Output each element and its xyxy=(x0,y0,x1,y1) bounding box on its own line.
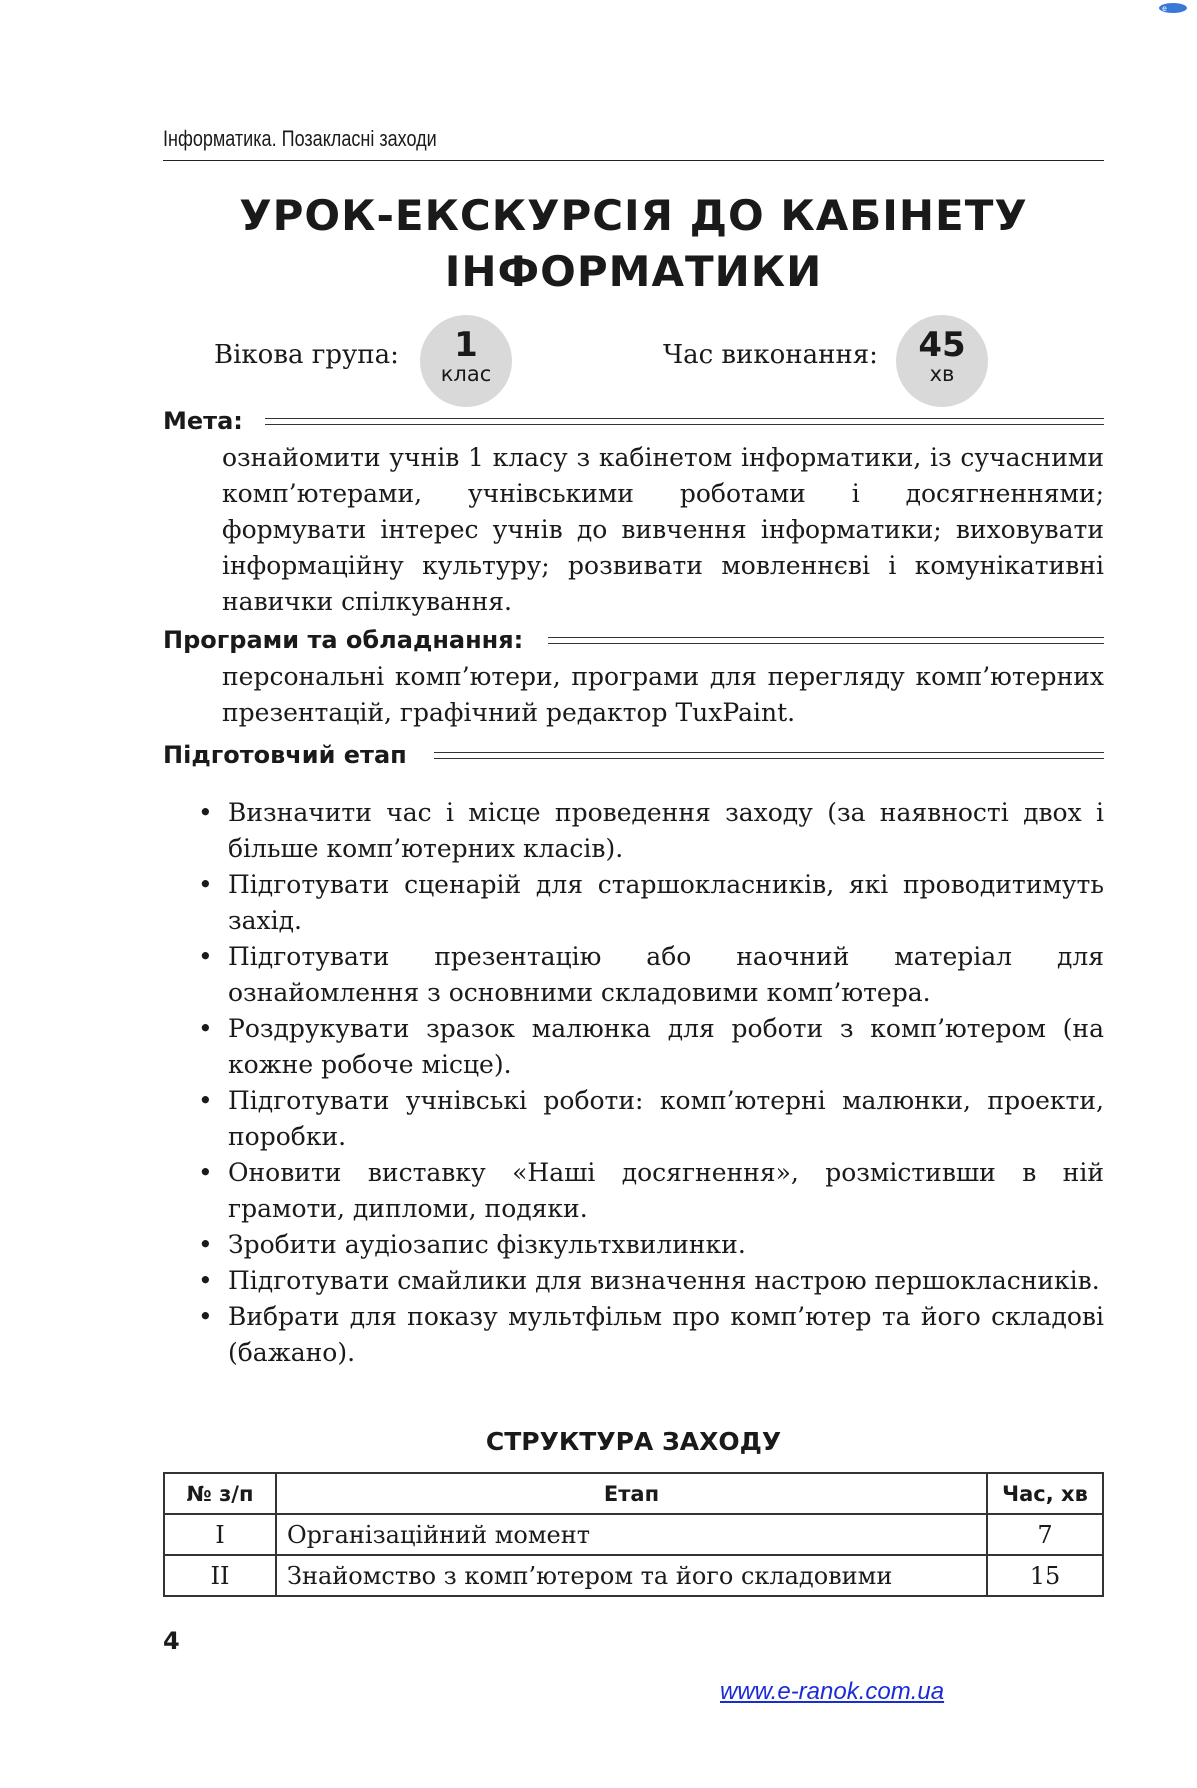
row-time: 15 xyxy=(987,1555,1103,1596)
row-time: 7 xyxy=(987,1514,1103,1555)
equipment-heading: Програми та обладнання: xyxy=(163,626,524,654)
list-item: • Підготувати презентацію або наочний матеріал для ознайомлення з основними складовими комп’ютера. xyxy=(198,939,1104,1011)
structure-table xyxy=(163,1472,1104,1597)
table-row xyxy=(164,1514,1103,1555)
list-item: • Визначити час і місце проведення заходу (за наявності двох і більше комп’ютерних класів). xyxy=(198,795,1104,867)
prep-heading-rule xyxy=(434,752,1104,759)
age-group-badge xyxy=(420,315,512,407)
age-group-unit: клас xyxy=(440,362,492,386)
row-stage: Знайомство з комп’ютером та його складовими xyxy=(276,1555,987,1596)
duration-label: Час виконання: xyxy=(663,340,878,370)
goal-text: ознайомити учнів 1 класу з кабінетом інформатики, із сучасними комп’ютерами, учнівськими роботами і досягненнями; формувати інтерес учнів до вивчення інформатики; виховувати інформаційну культуру; розвивати мовленнєві і комунікативні навички спілкування. xyxy=(222,443,1104,616)
list-item: • Підготувати учнівські роботи: комп’ютерні малюнки, проекти, поробки. xyxy=(198,1083,1104,1155)
list-item: • Оновити виставку «Наші досягнення», розмістивши в ній грамоти, дипломи, подяки. xyxy=(198,1155,1104,1227)
duration-badge xyxy=(896,315,988,407)
header-time: Час, хв xyxy=(987,1473,1103,1514)
prep-list xyxy=(198,795,1104,1371)
list-item: • Роздрукувати зразок малюнка для роботи з комп’ютером (на кожне робоче місце). xyxy=(198,1011,1104,1083)
goal-heading: Мета: xyxy=(163,407,243,435)
publisher-link[interactable]: www.e-ranok.com.ua xyxy=(720,1678,945,1705)
table-header-row xyxy=(164,1473,1103,1514)
equipment-text: персональні комп’ютери, програми для перегляду комп’ютерних презентацій, графічний редактор TuxPaint. xyxy=(222,662,1104,727)
running-head: Інформатика. Позакласні заходи xyxy=(163,126,437,151)
list-item: • Підготувати сценарій для старшокласників, які проводитимуть захід. xyxy=(198,867,1104,939)
structure-title: СТРУКТУРА ЗАХОДУ xyxy=(485,1427,782,1456)
header-divider xyxy=(163,160,1104,161)
page-title xyxy=(163,188,1104,300)
title-line-2: ІНФОРМАТИКИ xyxy=(444,247,823,296)
age-group-number: 1 xyxy=(454,325,478,365)
table-row xyxy=(164,1555,1103,1596)
list-item: • Підготувати смайлики для визначення настрою першокласників. xyxy=(198,1263,1104,1299)
age-group-label: Вікова група: xyxy=(214,340,399,370)
page-number: 4 xyxy=(163,1627,180,1655)
list-item: • Вибрати для показу мультфільм про комп’ютер та його складові (бажано). xyxy=(198,1299,1104,1371)
prep-heading: Підготовчий етап xyxy=(163,741,407,769)
row-num: II xyxy=(164,1555,276,1596)
duration-number: 45 xyxy=(918,325,966,365)
header-num: № з/п xyxy=(164,1473,276,1514)
publisher-logo-icon xyxy=(1158,0,1188,14)
duration-unit: хв xyxy=(929,362,955,386)
row-num: I xyxy=(164,1514,276,1555)
title-line-1: УРОК-ЕКСКУРСІЯ ДО КАБІНЕТУ xyxy=(239,191,1028,240)
equipment-heading-rule xyxy=(548,637,1104,644)
svg-text:e: e xyxy=(1162,4,1167,13)
header-stage: Етап xyxy=(276,1473,987,1514)
row-stage: Організаційний момент xyxy=(276,1514,987,1555)
goal-heading-rule xyxy=(265,418,1104,425)
list-item: • Зробити аудіозапис фізкультхвилинки. xyxy=(198,1227,1104,1263)
